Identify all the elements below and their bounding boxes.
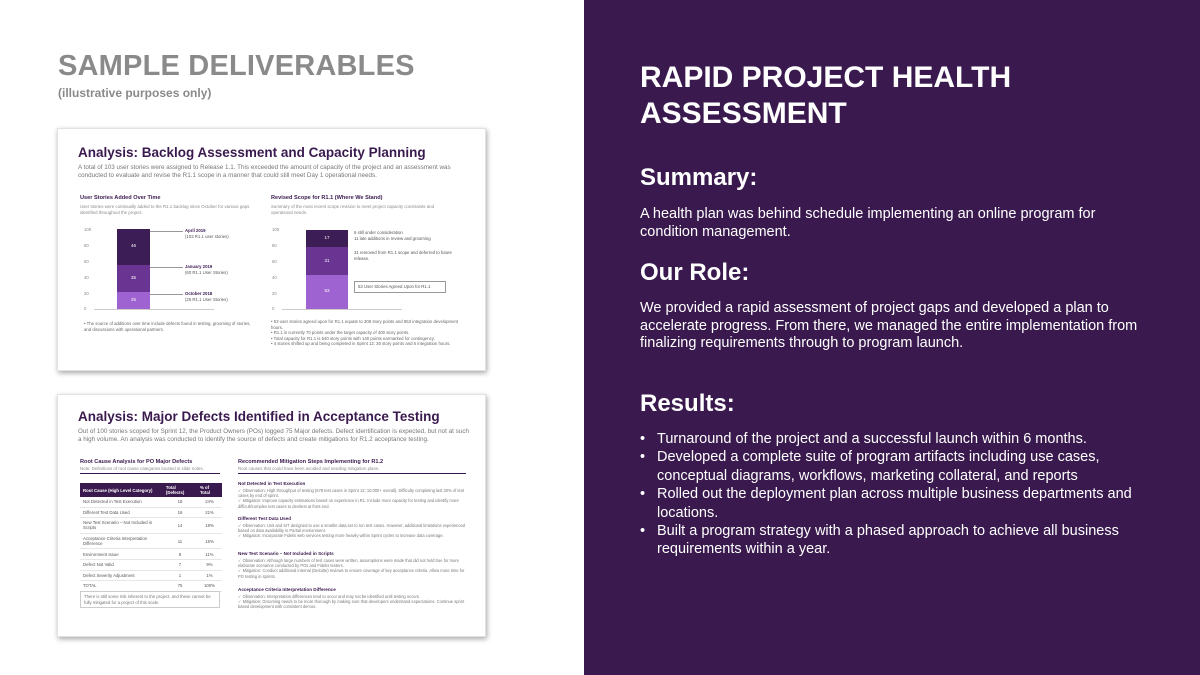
bullet: • 4 stories shifted up and being completed in Sprint 12: 30 story points and 5 integration hours. — [271, 341, 451, 347]
axis-tick: 100 — [272, 227, 280, 232]
slide-title: Analysis: Major Defects Identified in Acceptance Testing — [78, 409, 440, 424]
slide-intro: Out of 100 stories scoped for Sprint 12, the Product Owners (POs) logged 75 Major defects. Defect identification is expected, but not at such a high volume. An analysis was conducted to identify the source of defects and create mitigations for R1.2 acceptance testing. — [78, 428, 469, 443]
deliverable-slide-defects — [57, 394, 486, 637]
mitigation-text: ✓ Observation: Interpretation differences tend to occur and may not be identified until testing occurs. ✓ Mitigation: Grooming needs to be more thorough by making sure that developers understand expectations. Continue sprint based development with consistent demos. — [238, 594, 465, 610]
axis-tick: 60 — [84, 259, 89, 264]
table-row: Defect Severity Adjustment 1 1% — [80, 570, 222, 581]
sample-deliverables-title: SAMPLE DELIVERABLES — [58, 50, 415, 82]
summary-heading: Summary: — [640, 164, 758, 191]
results-item: • Developed a complete suite of program artifacts including use cases, conceptual diagrams, workflows, marketing collateral, and reports — [640, 448, 1160, 485]
sample-deliverables-subtitle: (illustrative purposes only) — [58, 86, 212, 100]
mitigation-title: Different Test Data Used — [238, 516, 292, 521]
bar-label: 6 still under consideration 11 late additions in review and grooming — [354, 230, 431, 241]
table-header: Root Cause (High Level Category) — [80, 483, 163, 497]
results-item: • Rolled out the deployment plan across multiple business departments and locations. — [640, 485, 1160, 522]
bar-label: October 2018 (25 R1.1 User Stories) — [185, 291, 228, 302]
table-heading: Root Cause Analysis for PO Major Defects — [80, 459, 193, 465]
table-row: Defect Not Valid 7 9% — [80, 559, 222, 570]
axis-tick: 20 — [84, 291, 89, 296]
table-row: New Test Scenario – Not Included in Scripts 14 19% — [80, 518, 222, 534]
bullet: • 53 user stories agreed upon for R1.1 equate to 308 story points and 853 integration development hours. — [271, 319, 459, 330]
results-heading: Results: — [640, 390, 735, 417]
results-item: • Turnaround of the project and a successful launch within 6 months. — [640, 430, 1160, 448]
bullet: • R1.1 is currently 70 points under the target capacity of 400 story points. — [271, 330, 410, 336]
mitigation-text: ✓ Observation: Unit and SIT designed to use a smaller data set to run test cases. However, additional limitations experienced based on data availability in Partial environment. ✓ Mitigation: Incorporate Fidelis web services testing more heavily within Sprint cycles to increase data coverage. — [238, 523, 466, 539]
axis-tick: 40 — [272, 275, 277, 280]
slide-intro: A total of 103 user stories were assigned to Release 1.1. This exceeded the amount of capacity of the project and an assessment was conducted to evaluate and revise the R1.1 scope in a manner that could still meet Day 1 operational needs. — [78, 164, 451, 179]
table-row: Environment Issue 8 11% — [80, 549, 222, 560]
axis-tick: 80 — [272, 243, 277, 248]
divider — [238, 473, 466, 474]
left-panel — [0, 0, 584, 675]
chart-bullets — [271, 319, 471, 347]
axis-tick: 0 — [84, 306, 87, 311]
footnote-box: There is still some risk inherent to the project, and these cannot be fully mitigated for a project of this scale. — [80, 591, 220, 608]
mitigation-title: Acceptance Criteria Interpretation Difference — [238, 587, 336, 592]
table-row-total: TOTAL 75 100% — [80, 581, 222, 592]
axis-tick: 0 — [272, 306, 275, 311]
mitigation-title: Not Detected in Test Execution — [238, 481, 306, 486]
bar-segment: 25 — [117, 292, 150, 309]
bar-segment: 35 — [117, 265, 150, 292]
summary-text: A health plan was behind schedule implementing an online program for condition management. — [640, 206, 1096, 240]
divider — [80, 473, 220, 474]
axis-tick: 80 — [84, 243, 89, 248]
mitigation-subheading: Root causes that could have been avoided and needing mitigation plans. — [238, 466, 380, 471]
role-heading: Our Role: — [640, 259, 750, 286]
mitigation-heading: Recommended Mitigation Steps Implementing for R1.2 — [238, 459, 384, 465]
table-row: Different Test Data Used 16 21% — [80, 507, 222, 518]
bar-label-boxed: 53 User Stories Agreed Upon for R1.1 — [354, 281, 446, 293]
leader-line — [150, 294, 183, 295]
bar-segment: 31 — [306, 247, 348, 275]
right-panel — [584, 0, 1200, 675]
bar-segment: 53 — [306, 275, 348, 309]
table-row: Not Detected in Test Execution 18 24% — [80, 497, 222, 507]
mitigation-title: New Test Scenario – Not Included in Scripts — [238, 551, 334, 556]
axis-line — [282, 309, 402, 310]
axis-line — [94, 309, 214, 310]
axis-tick: 20 — [272, 291, 277, 296]
bar-label: 31 removed from R1.1 scope and deferred to future release. — [354, 250, 452, 261]
leader-line — [150, 231, 183, 232]
bullet: • Total capacity for R1.1 is 540 story points with 140 points earmarked for contingency. — [271, 335, 435, 341]
table-row: Acceptance Criteria Interpretation Difference 11 15% — [80, 533, 222, 549]
results-list — [640, 430, 1160, 559]
chart-heading: User Stories Added Over Time — [80, 195, 161, 201]
axis-tick: 100 — [84, 227, 92, 232]
mitigation-text: ✓ Observation: Although large numbers of test cases were written, assumptions were made that did not hold true for more elaborate scenarios conducted by POs and Fidelis testers. ✓ Mitigation: Conduct additional internal (Deloitte) reviews to ensure coverage of key acceptance criteria. Allow more time for PO testing in sprints. — [238, 558, 465, 579]
table-header-row — [80, 483, 222, 497]
chart-description: Summary of the most recent scope revision to meet project capacity constraints and operational needs. — [271, 204, 435, 215]
root-cause-table — [80, 483, 222, 592]
slide-title: Analysis: Backlog Assessment and Capacity Planning — [78, 145, 426, 160]
table-note: Note: Definitions of root cause categories located in slide notes. — [80, 466, 204, 471]
leader-line — [150, 267, 183, 268]
table-header: % of Total — [197, 483, 222, 497]
chart-heading: Revised Scope for R1.1 (Where We Stand) — [271, 195, 383, 201]
results-item: • Built a program strategy with a phased approach to achieve all business requirements within a year. — [640, 522, 1160, 559]
deliverable-slide-backlog — [57, 128, 486, 371]
bar-label: January 2019 (60 R1.1 User Stories) — [185, 264, 228, 275]
axis-tick: 60 — [272, 259, 277, 264]
chart-note: • The source of additions over time include defects found in testing, grooming of stories, and discussions with operational partners. — [84, 321, 251, 332]
bar-segment: 17 — [306, 230, 348, 247]
bar-label: April 2019 (103 R1.1 user stories) — [185, 228, 229, 239]
bar-segment: 46 — [117, 229, 150, 265]
role-text: We provided a rapid assessment of project gaps and developed a plan to accelerate progress. From there, we managed the entire implementation from finalizing requirements through to program launch. — [640, 300, 1138, 351]
mitigation-text: ✓ Observation: High throughput of testing (678 test cases in Sprint 12; 10,000+ overall). Difficulty completing last 20% of test cases by end of sprint. ✓ Mitigation: Improve capacity estimations based on experience in R1. Include more capacity for testing and identify more difficult/complex test cases to dev/test at front end. — [238, 488, 465, 509]
case-study-title: RAPID PROJECT HEALTH ASSESSMENT — [640, 61, 1012, 130]
chart-description: User stories were continually added to the R1.1 backlog since October for various gaps identified throughout the project. — [80, 204, 250, 215]
table-header: Total (Defects) — [163, 483, 197, 497]
axis-tick: 40 — [84, 275, 89, 280]
